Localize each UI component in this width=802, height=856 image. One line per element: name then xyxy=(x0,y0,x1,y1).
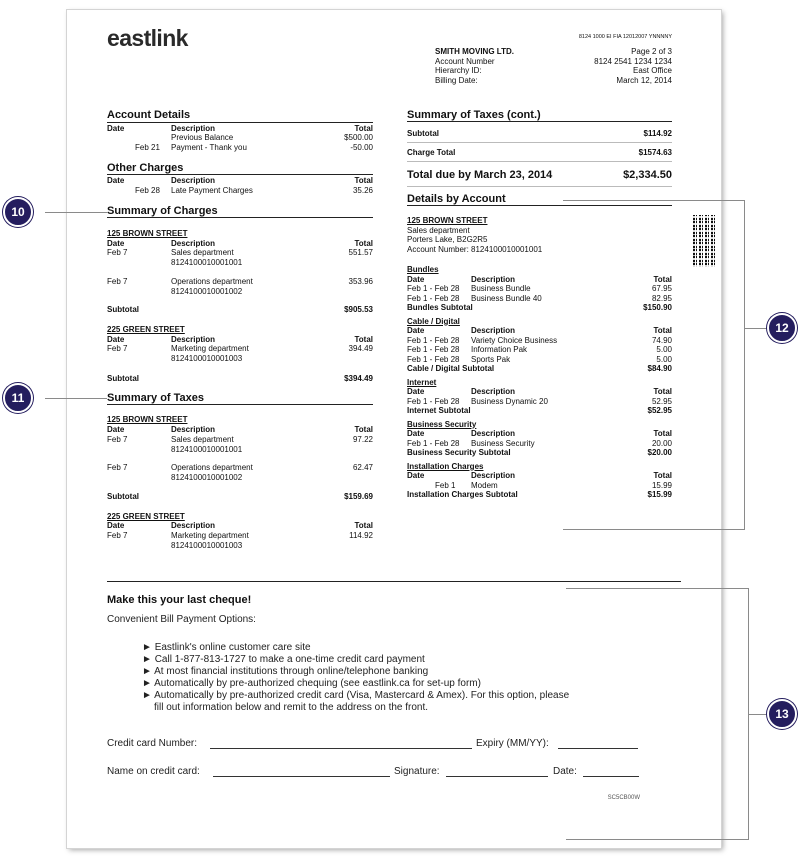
col-date: Date xyxy=(107,239,125,248)
subtotal-row xyxy=(107,374,373,384)
col-date: Date xyxy=(107,176,125,185)
hierarchy-label: Hierarchy ID: xyxy=(435,66,482,75)
row-total: 15.99 xyxy=(651,480,672,490)
row-date: Feb 1 - Feb 28 xyxy=(407,396,460,406)
row-desc: Previous Balance xyxy=(171,133,234,142)
col-description: Description xyxy=(471,387,516,396)
row-desc: Business Bundle 40 xyxy=(471,293,542,303)
table-row xyxy=(107,248,373,268)
location-heading: 125 BROWN STREET xyxy=(107,229,188,238)
header-block xyxy=(435,47,672,85)
col-description: Description xyxy=(471,429,516,438)
col-date: Date xyxy=(407,429,425,438)
subtotal-row xyxy=(107,492,373,502)
row-total: 394.49 xyxy=(348,344,373,353)
row-total: 20.00 xyxy=(651,438,672,448)
row-date: Feb 1 - Feb 28 xyxy=(407,335,460,345)
col-description: Description xyxy=(171,425,216,434)
name-on-card-field[interactable] xyxy=(213,767,390,777)
row-desc: Sales department xyxy=(171,248,234,257)
row-desc: Late Payment Charges xyxy=(171,186,253,195)
cc-number-field[interactable] xyxy=(210,739,472,749)
row-date: Feb 1 xyxy=(435,480,456,490)
group-title: Cable / Digital xyxy=(407,316,460,326)
charge-total-label: Charge Total xyxy=(407,148,456,157)
subtotal-value: $20.00 xyxy=(647,448,672,457)
col-total: Total xyxy=(354,521,373,530)
row-desc: Business Dynamic 20 xyxy=(471,396,548,406)
location-heading: 225 GREEN STREET xyxy=(107,325,185,334)
col-date: Date xyxy=(407,471,425,480)
total-due-value: $2,334.50 xyxy=(623,169,672,181)
row-total: 62.47 xyxy=(352,463,373,472)
callout-badge-12: 12 xyxy=(767,313,797,343)
row-account: 8124100010001003 xyxy=(171,540,243,550)
group-subtotal xyxy=(407,303,672,313)
option-text: Automatically by pre-authorized chequing (see eastlink.ca for set-up form) xyxy=(154,678,481,689)
row-date: Feb 1 - Feb 28 xyxy=(407,438,460,448)
row-desc: Marketing department xyxy=(171,531,249,540)
row-desc: Marketing department xyxy=(171,344,249,353)
total-due-row xyxy=(407,169,672,183)
col-total: Total xyxy=(653,429,672,438)
row-total: 67.95 xyxy=(651,284,672,293)
row-date: Feb 7 xyxy=(107,463,128,472)
col-total: Total xyxy=(354,335,373,344)
location-heading: 125 BROWN STREET xyxy=(107,415,188,424)
charge-total-row xyxy=(407,148,672,158)
row-account: 8124100010001001 xyxy=(171,444,243,454)
divider xyxy=(407,161,672,162)
col-date: Date xyxy=(107,425,125,434)
table-row xyxy=(407,439,672,449)
row-desc: Variety Choice Business xyxy=(471,335,558,345)
row-total: 97.22 xyxy=(352,435,373,444)
row-date: Feb 1 - Feb 28 xyxy=(407,345,460,354)
account-street: 125 BROWN STREET xyxy=(407,216,488,225)
table-row xyxy=(407,355,672,365)
option-continuation: fill out information below and remit to the address on the front. xyxy=(154,702,429,713)
group-title: Installation Charges xyxy=(407,461,484,471)
taxes-cont-title: Summary of Taxes (cont.) xyxy=(407,109,541,121)
group-header xyxy=(407,326,672,336)
row-total: -50.00 xyxy=(350,143,373,152)
row-total: 52.95 xyxy=(651,396,672,406)
col-date: Date xyxy=(107,521,125,530)
list-item xyxy=(142,642,642,654)
row-total: 551.57 xyxy=(348,248,373,257)
col-total: Total xyxy=(653,471,672,480)
col-date: Date xyxy=(407,387,425,396)
divider xyxy=(407,186,672,187)
row-desc: Sports Pak xyxy=(471,354,511,364)
col-description: Description xyxy=(171,239,216,248)
row-date: Feb 21 xyxy=(135,143,160,152)
divider xyxy=(407,205,672,206)
callout-line xyxy=(744,200,745,530)
col-date: Date xyxy=(407,326,425,335)
table-row xyxy=(407,284,672,294)
table-row xyxy=(107,463,373,483)
col-total: Total xyxy=(653,274,672,284)
callout-line xyxy=(45,398,107,399)
group-title: Bundles xyxy=(407,265,439,274)
option-text: Automatically by pre-authorized credit card (Visa, Mastercard & Amex). For this option, please xyxy=(154,690,570,701)
row-date: Feb 7 xyxy=(107,531,128,540)
col-total: Total xyxy=(653,326,672,335)
table-row xyxy=(107,435,373,455)
row-desc: Operations department xyxy=(171,463,253,472)
row-desc: Operations department xyxy=(171,277,253,286)
barcode-overlay xyxy=(693,215,715,267)
group-title: Internet xyxy=(407,377,437,387)
form-code: SC5CB00W xyxy=(607,795,640,801)
option-text: Call 1-877-813-1727 to make a one-time credit card payment xyxy=(154,654,425,665)
group-header xyxy=(407,387,672,397)
account-dept: Sales department xyxy=(407,225,470,235)
row-total: $500.00 xyxy=(344,133,373,142)
row-date: Feb 28 xyxy=(135,186,160,195)
cc-number-label: Credit card Number: xyxy=(107,738,198,749)
col-total: Total xyxy=(354,124,373,133)
col-description: Description xyxy=(171,176,216,185)
row-date: Feb 7 xyxy=(107,435,128,444)
group-header xyxy=(407,429,672,439)
company-name: SMITH MOVING LTD. xyxy=(435,47,514,56)
col-date: Date xyxy=(407,274,425,284)
list-item xyxy=(142,654,642,666)
callout-line xyxy=(563,529,745,530)
divider xyxy=(107,174,373,175)
row-desc: Payment - Thank you xyxy=(171,143,247,152)
subtotal-value: $52.95 xyxy=(647,406,672,415)
subtotal-label: Subtotal xyxy=(107,374,139,383)
group-subtotal xyxy=(407,364,672,374)
subtotal-value: $905.53 xyxy=(344,305,373,314)
row-total: 82.95 xyxy=(651,293,672,303)
triangle-bullet-icon: ► xyxy=(142,678,152,689)
group-header xyxy=(407,275,672,285)
row-date: Feb 7 xyxy=(107,344,128,353)
col-date: Date xyxy=(107,124,125,133)
group-subtotal xyxy=(407,490,672,500)
subtotal-label: Bundles Subtotal xyxy=(407,303,473,312)
divider xyxy=(407,121,672,122)
row-total: 353.96 xyxy=(348,277,373,286)
divider xyxy=(107,122,373,123)
triangle-bullet-icon: ► xyxy=(142,642,152,653)
list-item xyxy=(142,678,642,690)
subtotal-value: $15.99 xyxy=(647,490,672,499)
account-number-value: 8124 2541 1234 1234 xyxy=(594,56,672,66)
table-row xyxy=(407,336,672,346)
row-desc: Business Security xyxy=(471,438,535,448)
table-row xyxy=(407,397,672,407)
col-date: Date xyxy=(107,335,125,344)
group-subtotal xyxy=(407,448,672,458)
row-total: 114.92 xyxy=(349,531,373,540)
subtotal-label: Internet Subtotal xyxy=(407,406,471,415)
name-on-card-label: Name on credit card: xyxy=(107,766,200,777)
eastlink-logo: eastlink xyxy=(107,25,188,51)
triangle-bullet-icon: ► xyxy=(142,690,152,701)
table-row xyxy=(107,531,373,551)
option-text: Eastlink's online customer care site xyxy=(154,642,311,653)
subtotal-value: $114.92 xyxy=(643,129,672,138)
triangle-bullet-icon: ► xyxy=(142,654,152,665)
divider xyxy=(107,217,373,218)
subtotal-label: Business Security Subtotal xyxy=(407,448,511,457)
subtotal-value: $394.49 xyxy=(344,374,373,383)
col-total: Total xyxy=(354,176,373,185)
row-account: 8124100010001001 xyxy=(171,257,243,267)
callout-line xyxy=(749,714,767,715)
payment-title: Make this your last cheque! xyxy=(107,594,252,606)
hierarchy-value: East Office xyxy=(633,66,672,75)
subtotal-row xyxy=(107,305,373,315)
table-row xyxy=(107,186,373,196)
account-city: Porters Lake, B2G2R5 xyxy=(407,235,488,244)
col-total: Total xyxy=(354,239,373,248)
callout-badge-11: 11 xyxy=(3,383,33,413)
subtotal-label: Subtotal xyxy=(407,129,439,138)
triangle-bullet-icon: ► xyxy=(142,666,152,677)
row-total: 35.26 xyxy=(352,186,373,195)
subtotal-label: Subtotal xyxy=(107,492,139,501)
row-date: Feb 7 xyxy=(107,248,128,257)
row-date: Feb 1 - Feb 28 xyxy=(407,354,460,364)
row-desc: Business Bundle xyxy=(471,284,531,293)
expiry-label: Expiry (MM/YY): xyxy=(476,738,549,749)
other-charges-title: Other Charges xyxy=(107,162,184,174)
group-title: Business Security xyxy=(407,419,477,429)
details-by-account-title: Details by Account xyxy=(407,193,506,205)
date-field[interactable] xyxy=(583,767,639,777)
table-row xyxy=(407,294,672,304)
table-row xyxy=(407,345,672,355)
group-subtotal xyxy=(407,406,672,416)
document-code: 8124 1000 EI FIA 12012007 YNNNNY xyxy=(578,34,672,40)
list-item xyxy=(142,666,642,678)
row-total: 5.00 xyxy=(656,345,672,354)
row-account: 8124100010001002 xyxy=(171,286,243,296)
table-row xyxy=(107,133,373,143)
billing-date-value: March 12, 2014 xyxy=(616,75,672,85)
account-number-label: Account Number xyxy=(435,56,495,66)
callout-badge-13: 13 xyxy=(767,699,797,729)
table-row xyxy=(107,344,373,364)
group-header xyxy=(407,471,672,481)
callout-line xyxy=(45,212,107,213)
callout-line xyxy=(563,200,745,201)
signature-field[interactable] xyxy=(446,767,548,777)
billing-date-label: Billing Date: xyxy=(435,75,478,85)
date-label: Date: xyxy=(553,766,577,777)
col-description: Description xyxy=(471,274,516,284)
subtotal-label: Cable / Digital Subtotal xyxy=(407,364,495,373)
row-desc: Information Pak xyxy=(471,345,528,354)
row-date: Feb 1 - Feb 28 xyxy=(407,293,460,303)
summary-of-taxes-title: Summary of Taxes xyxy=(107,392,205,404)
row-total: 5.00 xyxy=(656,354,672,364)
location-heading: 225 GREEN STREET xyxy=(107,512,185,521)
divider xyxy=(407,142,672,143)
col-total: Total xyxy=(354,425,373,434)
subtotal-row xyxy=(407,129,672,139)
callout-badge-10: 10 xyxy=(3,197,33,227)
subtotal-value: $150.90 xyxy=(643,303,672,312)
col-description: Description xyxy=(171,124,216,133)
col-description: Description xyxy=(471,326,516,335)
row-account: 8124100010001003 xyxy=(171,353,243,363)
subtotal-label: Subtotal xyxy=(107,305,139,314)
row-total: 74.90 xyxy=(651,335,672,345)
callout-line xyxy=(566,839,749,840)
payment-divider xyxy=(107,581,681,582)
subtotal-value: $84.90 xyxy=(647,364,672,373)
account-details-title: Account Details xyxy=(107,109,191,121)
subtotal-label: Installation Charges Subtotal xyxy=(407,490,518,499)
col-description: Description xyxy=(171,521,216,530)
col-description: Description xyxy=(471,471,516,480)
payment-options-list xyxy=(142,642,642,714)
divider xyxy=(107,404,373,405)
list-item xyxy=(142,690,642,702)
row-account: 8124100010001002 xyxy=(171,472,243,482)
row-desc: Modem xyxy=(471,480,498,490)
row-date: Feb 7 xyxy=(107,277,128,286)
col-total: Total xyxy=(653,387,672,396)
account-address xyxy=(407,216,672,254)
expiry-field[interactable] xyxy=(558,739,638,749)
total-due-label: Total due by March 23, 2014 xyxy=(407,169,553,181)
page-number: Page 2 of 3 xyxy=(631,47,672,56)
summary-of-charges-title: Summary of Charges xyxy=(107,205,218,217)
charge-total-value: $1574.63 xyxy=(638,148,672,157)
subtotal-value: $159.69 xyxy=(344,492,373,501)
details-groups xyxy=(407,265,672,500)
row-date: Feb 1 - Feb 28 xyxy=(407,284,460,293)
table-row xyxy=(107,277,373,297)
signature-label: Signature: xyxy=(394,766,440,777)
account-number: Account Number: 8124100010001001 xyxy=(407,244,543,254)
payment-subtitle: Convenient Bill Payment Options: xyxy=(107,614,256,625)
table-row xyxy=(407,481,672,491)
option-text: At most financial institutions through online/telephone banking xyxy=(154,666,429,677)
col-description: Description xyxy=(171,335,216,344)
table-row xyxy=(107,143,373,153)
row-desc: Sales department xyxy=(171,435,234,444)
callout-line xyxy=(745,328,767,329)
callout-line xyxy=(566,588,749,589)
